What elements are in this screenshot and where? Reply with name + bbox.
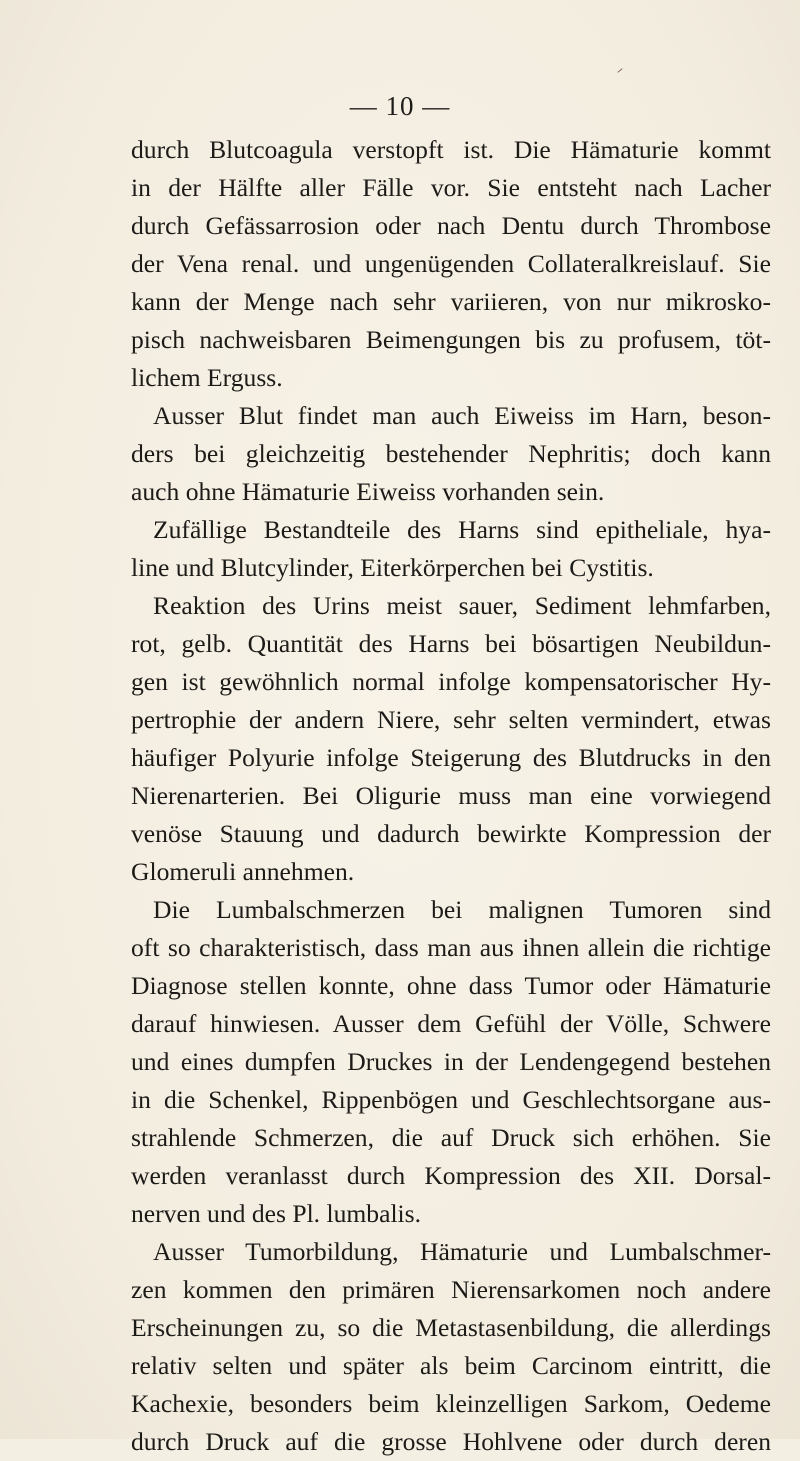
paragraph-albumin <box>131 397 771 511</box>
ink-mark <box>617 68 622 73</box>
text-line: der Vena renal. und ungenügenden Collateralkreislauf. Sie <box>131 249 771 278</box>
text-line: Zufällige Bestandteile des Harns sind epitheliale, hya- <box>153 515 771 544</box>
text-line: strahlende Schmerzen, die auf Druck sich erhöhen. Sie <box>131 1123 771 1152</box>
paragraph-reaction <box>131 587 771 891</box>
text-line: Diagnose stellen konnte, ohne dass Tumor oder Hämaturie <box>131 971 771 1000</box>
text-line: durch Gefässarrosion oder nach Dentu durch Thrombose <box>131 211 771 240</box>
text-line: rot, gelb. Quantität des Harns bei bösartigen Neubildun- <box>131 629 771 658</box>
text-line: werden veranlasst durch Kompression des XII. Dorsal- <box>131 1161 771 1190</box>
text-line: zen kommen den primären Nierensarkomen noch andere <box>131 1275 771 1304</box>
text-line: gen ist gewöhnlich normal infolge kompensatorischer Hy- <box>131 667 771 696</box>
text-line: Kachexie, besonders beim kleinzelligen Sarkom, Oedeme <box>131 1389 771 1418</box>
text-line: venöse Stauung und dadurch bewirkte Kompression der <box>131 819 771 848</box>
text-line: und eines dumpfen Druckes in der Lendengegend bestehen <box>131 1047 771 1076</box>
text-line: pertrophie der andern Niere, sehr selten vermindert, etwas <box>131 705 771 734</box>
paragraph-other-symptoms <box>131 1233 771 1461</box>
text-line: kann der Menge nach sehr variieren, von nur mikrosko- <box>131 287 771 316</box>
text-line: ders bei gleichzeitig bestehender Nephritis; doch kann <box>131 439 771 468</box>
text-line: nerven und des Pl. lumbalis. <box>131 1199 422 1228</box>
body-text <box>131 131 771 1461</box>
text-line: Reaktion des Urins meist sauer, Sediment lehmfarben, <box>153 591 771 620</box>
text-line: auch ohne Hämaturie Eiweiss vorhanden sein. <box>131 477 605 506</box>
paragraph-hematuria <box>131 131 771 397</box>
text-line: Ausser Tumorbildung, Hämaturie und Lumbalschmer- <box>153 1237 771 1266</box>
text-line: Die Lumbalschmerzen bei malignen Tumoren sind <box>153 895 771 924</box>
text-line: durch Druck auf die grosse Hohlvene oder durch deren <box>131 1427 771 1456</box>
text-line: Glomeruli annehmen. <box>131 857 355 886</box>
page-number: — 10 — <box>349 91 451 121</box>
text-line: oft so charakteristisch, dass man aus ihnen allein die richtige <box>131 933 771 962</box>
text-line: line und Blutcylinder, Eiterkörperchen bei Cystitis. <box>131 553 654 582</box>
paragraph-lumbar-pain <box>131 891 771 1233</box>
text-line: in die Schenkel, Rippenbögen und Geschlechtsorgane aus- <box>131 1085 771 1114</box>
text-line: pisch nachweisbaren Beimengungen bis zu profusem, töt- <box>131 325 771 354</box>
text-line: lichem Erguss. <box>131 363 283 392</box>
text-line: darauf hinwiesen. Ausser dem Gefühl der Völle, Schwere <box>131 1009 771 1038</box>
text-line: Ausser Blut findet man auch Eiweiss im Harn, beson- <box>153 401 771 430</box>
text-line: relativ selten und später als beim Carcinom eintritt, die <box>131 1351 771 1380</box>
text-line: durch Blutcoagula verstopft ist. Die Hämaturie kommt <box>131 135 771 164</box>
text-line: Erscheinungen zu, so die Metastasenbildung, die allerdings <box>131 1313 771 1342</box>
text-line: häufiger Polyurie infolge Steigerung des Blutdrucks in den <box>131 743 771 772</box>
paragraph-components <box>131 511 771 587</box>
text-line: Nierenarterien. Bei Oligurie muss man eine vorwiegend <box>131 781 771 810</box>
text-line: in der Hälfte aller Fälle vor. Sie entsteht nach Lacher <box>131 173 771 202</box>
